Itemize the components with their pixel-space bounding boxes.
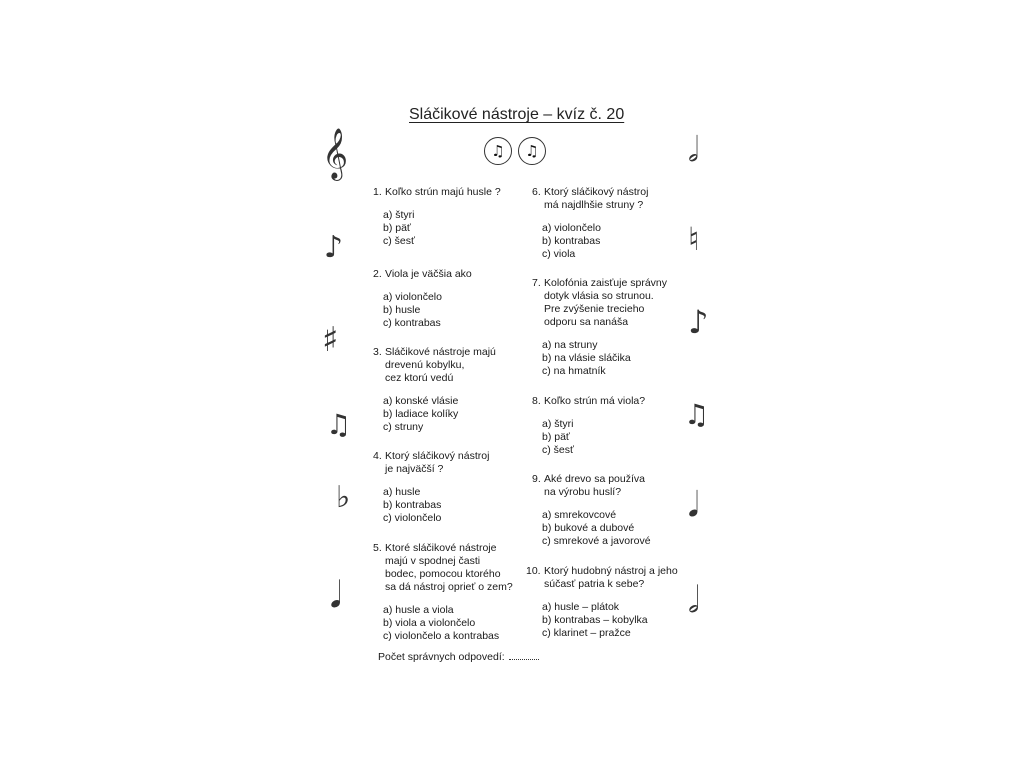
- natural-icon: ♮: [688, 220, 700, 258]
- half-note-icon: 𝅗𝅥: [688, 580, 700, 621]
- answer-option[interactable]: c) kontrabas: [383, 317, 441, 329]
- question-text: Ktoré sláčikové nástroje: [385, 542, 497, 554]
- question-text: je najväčší ?: [385, 463, 444, 475]
- answer-option[interactable]: b) na vlásie sláčika: [542, 352, 631, 364]
- answer-option[interactable]: c) violončelo: [383, 512, 442, 524]
- answer-option[interactable]: b) kontrabas: [383, 499, 442, 511]
- answer-option[interactable]: c) viola: [542, 248, 576, 260]
- question-text: cez ktorú vedú: [385, 372, 454, 384]
- answer-option[interactable]: b) husle: [383, 304, 421, 316]
- answer-option[interactable]: a) husle: [383, 486, 421, 498]
- beamed-notes-icon: ♫: [326, 408, 352, 441]
- answer-option[interactable]: b) päť: [383, 222, 411, 234]
- question-text: drevenú kobylku,: [385, 359, 465, 371]
- answer-option[interactable]: b) päť: [542, 431, 570, 443]
- eighth-note-icon: ♪: [324, 230, 344, 265]
- answer-option[interactable]: a) štyri: [383, 209, 415, 221]
- question: 1. Koľko strún majú husle ? a) štyri b) päť c) šesť: [373, 186, 523, 260]
- answer-option[interactable]: a) husle a viola: [383, 604, 454, 616]
- quarter-note-icon: 𝅘𝅥: [688, 485, 699, 525]
- score-blank[interactable]: [509, 651, 539, 660]
- question: 2. Viola je väčšia ako a) violončelo b) husle c) kontrabas: [373, 268, 523, 338]
- answer-option[interactable]: a) na struny: [542, 339, 598, 351]
- answer-option[interactable]: b) ladiace kolíky: [383, 408, 459, 420]
- question-text: bodec, pomocou ktorého: [385, 568, 501, 580]
- question: 3. Sláčikové nástroje majú drevenú kobylku, cez ktorú vedú a) konské vlásie b) ladiace kolíky c) struny: [373, 346, 523, 442]
- question: 9. Aké drevo sa používa na výrobu huslí? a) smrekovcové b) bukové a dubové c) smrekové a javorové: [532, 473, 692, 557]
- score-line: [378, 651, 539, 663]
- answer-option[interactable]: b) kontrabas – kobylka: [542, 614, 648, 626]
- question-text: Koľko strún má viola?: [544, 395, 646, 407]
- question-text: súčasť patria k sebe?: [544, 578, 645, 590]
- answer-option[interactable]: a) konské vlásie: [383, 395, 459, 407]
- answer-option[interactable]: a) štyri: [542, 418, 574, 430]
- question: 7. Kolofónia zaisťuje správny dotyk vlásia so strunou. Pre zvýšenie trecieho odporu sa nanáša a) na struny b) na vlásie sláčika c) na hmatník: [532, 277, 692, 387]
- answer-option[interactable]: a) violončelo: [542, 222, 601, 234]
- answer-option[interactable]: c) violončelo a kontrabas: [383, 630, 500, 642]
- question-text: dotyk vlásia so strunou.: [544, 290, 654, 302]
- answer-option[interactable]: b) kontrabas: [542, 235, 601, 247]
- answer-option[interactable]: a) husle – plátok: [542, 601, 620, 613]
- answer-option[interactable]: a) violončelo: [383, 291, 442, 303]
- treble-clef-icon: 𝄞: [322, 128, 349, 179]
- beamed-notes-icon: ♫: [518, 137, 546, 165]
- sharp-icon: ♯: [322, 320, 339, 360]
- answer-option[interactable]: b) bukové a dubové: [542, 522, 635, 534]
- question-text: Ktorý sláčikový nástroj: [544, 186, 649, 198]
- half-note-icon: 𝅗𝅥: [688, 130, 699, 170]
- answer-option[interactable]: c) šesť: [383, 235, 415, 247]
- page-title: Sláčikové nástroje – kvíz č. 20: [409, 106, 625, 123]
- question-text: Pre zvýšenie trecieho: [544, 303, 645, 315]
- question-text: Koľko strún majú husle ?: [385, 186, 501, 198]
- question: 8. Koľko strún má viola? a) štyri b) päť c) šesť: [532, 395, 692, 465]
- answer-option[interactable]: a) smrekovcové: [542, 509, 617, 521]
- question-text: Aké drevo sa používa: [544, 473, 645, 485]
- question-text: na výrobu huslí?: [544, 486, 622, 498]
- question-text: odporu sa nanáša: [544, 316, 629, 328]
- question-text: Ktorý hudobný nástroj a jeho: [544, 565, 678, 577]
- question-text: Sláčikové nástroje majú: [385, 346, 496, 358]
- questions-left-column: [373, 186, 523, 651]
- answer-option[interactable]: c) šesť: [542, 444, 574, 456]
- answer-option[interactable]: c) struny: [383, 421, 424, 433]
- question-text: Kolofónia zaisťuje správny: [544, 277, 668, 289]
- score-label: Počet správnych odpovedí:: [378, 651, 505, 663]
- answer-option[interactable]: b) viola a violončelo: [383, 617, 476, 629]
- question: 5. Ktoré sláčikové nástroje majú v spodnej časti bodec, pomocou ktorého sa dá nástroj oprieť o zem? a) husle a viola b) viola a violončelo c) violončelo a kontrabas: [373, 542, 523, 643]
- eighth-note-icon: ♪: [688, 303, 709, 341]
- question-text: Viola je väčšia ako: [385, 268, 472, 280]
- beamed-notes-icon: ♫: [484, 137, 512, 165]
- question: 10. Ktorý hudobný nástroj a jeho súčasť patria k sebe? a) husle – plátok b) kontrabas – kobylka c) klarinet – pražce: [532, 565, 692, 640]
- question-text: sa dá nástroj oprieť o zem?: [385, 581, 513, 593]
- question: 4. Ktorý sláčikový nástroj je najväčší ? a) husle b) kontrabas c) violončelo: [373, 450, 523, 534]
- answer-option[interactable]: c) klarinet – pražce: [542, 627, 631, 639]
- answer-option[interactable]: c) na hmatník: [542, 365, 606, 377]
- question-text: majú v spodnej časti: [385, 555, 481, 567]
- quarter-note-icon: 𝅘𝅥: [330, 575, 342, 616]
- question-text: Ktorý sláčikový nástroj: [385, 450, 490, 462]
- flat-icon: ♭: [336, 480, 351, 515]
- answer-option[interactable]: c) smrekové a javorové: [542, 535, 651, 547]
- question: 6. Ktorý sláčikový nástroj má najdlhšie struny ? a) violončelo b) kontrabas c) viola: [532, 186, 692, 269]
- beamed-notes-icon: ♫: [684, 398, 710, 431]
- questions-right-column: [526, 186, 692, 648]
- question-text: má najdlhšie struny ?: [544, 199, 644, 211]
